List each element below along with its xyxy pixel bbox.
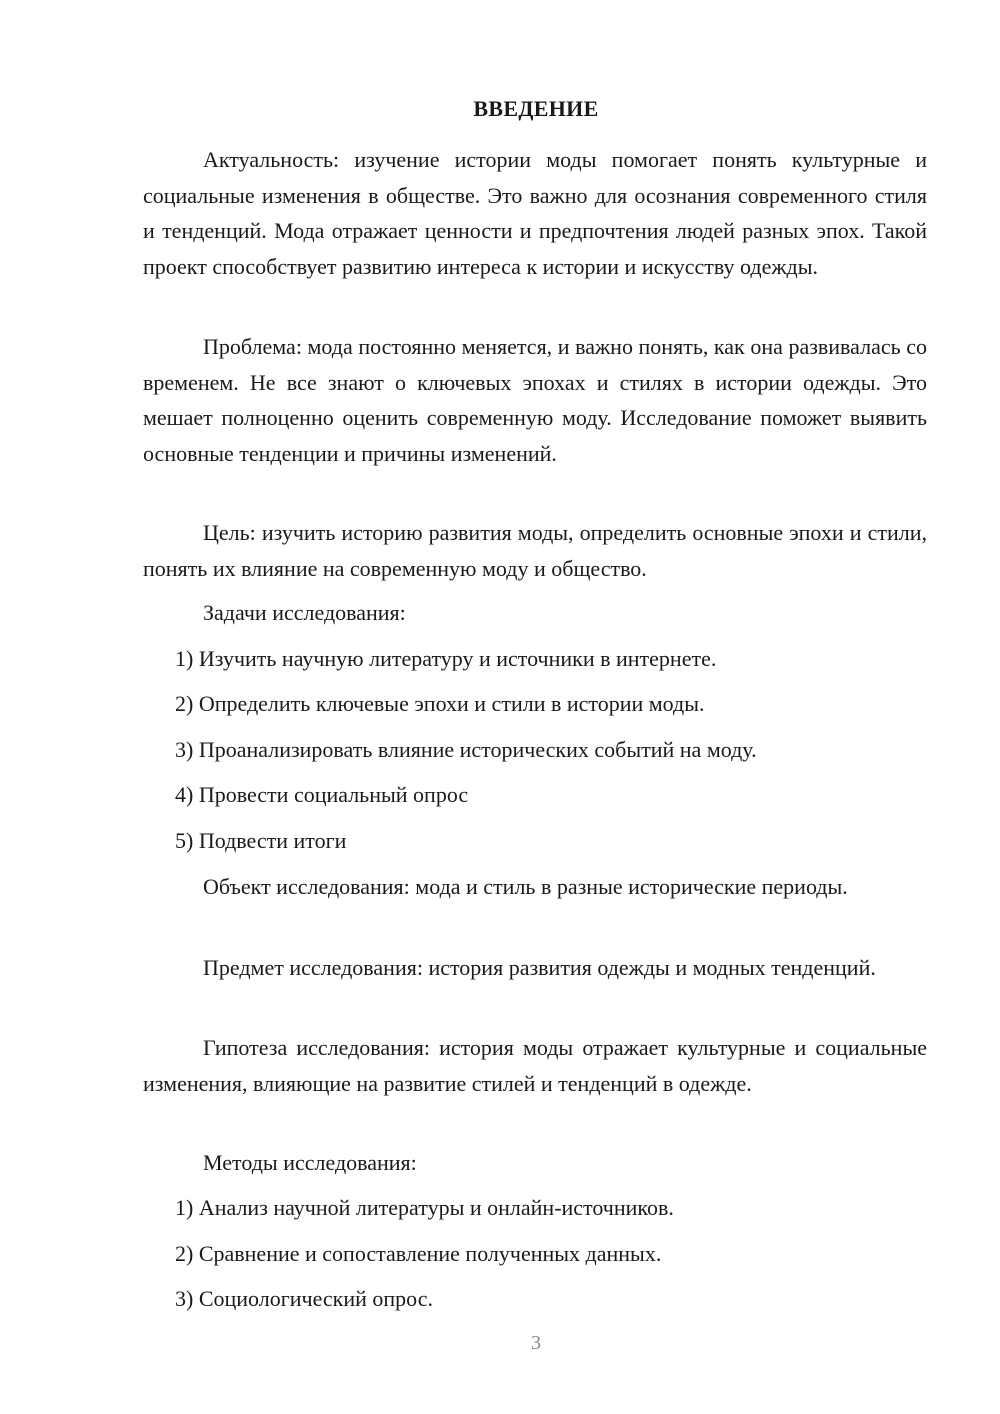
page-number: 3 — [531, 1332, 541, 1354]
page-title: ВВЕДЕНИЕ — [473, 96, 599, 121]
task-item: 3) Проанализировать влияние исторических событий на моду. — [175, 737, 757, 762]
method-item: 2) Сравнение и сопоставление полученных данных. — [175, 1241, 662, 1266]
method-item: 3) Социологический опрос. — [175, 1286, 433, 1311]
methods-label: Методы исследования: — [203, 1150, 417, 1175]
relevance-paragraph: Актуальность: изучение истории моды помогает понять культурные и социальные изменения в обществе. Это важно для осознания современного стиля и тенденций. Мода отражает ценности и предпочтения людей разных эпох. Такой проект способствует развитию интереса к истории и искусству одежды. — [143, 147, 927, 279]
tasks-label: Задачи исследования: — [203, 600, 406, 625]
goal-paragraph: Цель: изучить историю развития моды, определить основные эпохи и стили, понять их влияние на современную моду и общество. — [143, 520, 927, 581]
method-item: 1) Анализ научной литературы и онлайн-источников. — [175, 1195, 674, 1220]
task-item: 2) Определить ключевые эпохи и стили в истории моды. — [175, 691, 705, 716]
task-item: 1) Изучить научную литературу и источники в интернете. — [175, 646, 717, 671]
task-item: 5) Подвести итоги — [175, 828, 347, 853]
object-paragraph: Объект исследования: мода и стиль в разные исторические периоды. — [203, 874, 848, 899]
task-item: 4) Провести социальный опрос — [175, 782, 469, 807]
hypothesis-paragraph: Гипотеза исследования: история моды отражает культурные и социальные изменения, влияющие на развитие стилей и тенденций в одежде. — [143, 1035, 927, 1096]
problem-paragraph: Проблема: мода постоянно меняется, и важно понять, как она развивалась со временем. Не все знают о ключевых эпохах и стилях в истории одежды. Это мешает полноценно оценить современную моду. Исследование поможет выявить основные тенденции и причины изменений. — [143, 334, 927, 466]
subject-paragraph: Предмет исследования: история развития одежды и модных тенденций. — [203, 955, 876, 980]
